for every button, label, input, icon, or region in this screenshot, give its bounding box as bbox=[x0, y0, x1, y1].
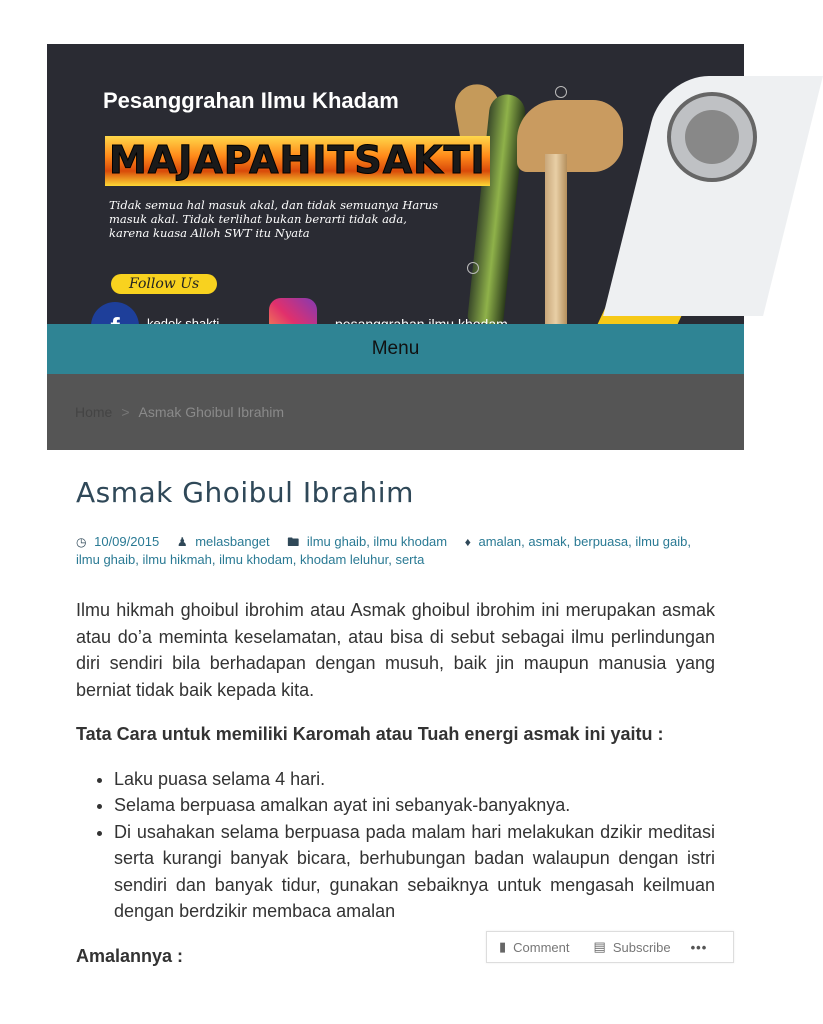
follow-us-badge: Follow Us bbox=[111, 274, 217, 294]
category-link[interactable]: ilmu khodam bbox=[373, 534, 448, 549]
header-banner[interactable] bbox=[47, 44, 744, 324]
comment-button[interactable] bbox=[487, 939, 582, 955]
list-item: • Selama berpuasa amalkan ayat ini sebanyak-banyaknya. bbox=[114, 792, 715, 819]
breadcrumb-home-link[interactable]: Home bbox=[75, 404, 113, 420]
folder-icon: 🖿 bbox=[287, 535, 300, 549]
breadcrumb-current: Asmak Ghoibul Ibrahim bbox=[138, 404, 285, 420]
comment-icon: ▮ bbox=[499, 939, 507, 954]
tag-link[interactable]: amalan bbox=[478, 534, 522, 549]
keris-sheath-top-image bbox=[517, 100, 623, 172]
list-item: • Laku puasa selama 4 hari. bbox=[114, 766, 715, 793]
tag-link[interactable]: ilmu gaib bbox=[635, 534, 688, 549]
banner-tagline: Tidak semua hal masuk akal, dan tidak semuanya Harus masuk akal. Tidak terlihat bukan berarti tidak ada, karena kuasa Alloh SWT itu Nyata bbox=[109, 198, 439, 240]
banner-title: Pesanggrahan Ilmu Khadam bbox=[103, 88, 399, 113]
menu-toggle[interactable] bbox=[47, 324, 744, 374]
tag-icon: ♦ bbox=[464, 535, 471, 549]
tag-link[interactable]: berpuasa bbox=[573, 534, 629, 549]
intro-paragraph: Ilmu hikmah ghoibul ibrohim atau Asmak ghoibul ibrohim ini merupakan asmak atau do’a meminta keselamatan, atau bisa di sebut sebagai ilmu perlindungan diri sendiri bila berhadapan dengan musuh, baik jin maupun manusia yang berniat tidak baik kepada kita. bbox=[76, 600, 715, 700]
tag-link[interactable]: serta bbox=[395, 552, 425, 567]
list-item: • Di usahakan selama berpuasa pada malam hari melakukan dzikir meditasi serta kurangi banyak bicara, berhubungan badan walaupun dengan istri sendiri dan banyak tidur, gunakan sebaiknya untuk mengasah keilmuan dengan berdzikir membaca amalan bbox=[114, 819, 715, 925]
breadcrumb bbox=[47, 374, 744, 450]
stamp-logo bbox=[667, 92, 757, 182]
amalan-heading: Amalannya : bbox=[76, 945, 184, 966]
post-title: Asmak Ghoibul Ibrahim bbox=[76, 476, 414, 509]
circle-decoration bbox=[467, 262, 479, 274]
breadcrumb-separator: > bbox=[121, 404, 130, 420]
more-options-button[interactable]: ••• bbox=[690, 939, 708, 955]
post-date-link[interactable]: 10/09/2015 bbox=[94, 534, 160, 549]
tag-link[interactable]: ilmu khodam bbox=[219, 552, 293, 567]
tag-link[interactable]: ilmu ghaib bbox=[76, 552, 136, 567]
post-author-link[interactable]: melasbanget bbox=[195, 534, 270, 549]
circle-decoration bbox=[555, 86, 567, 98]
post-content bbox=[76, 597, 715, 987]
subscribe-label: Subscribe bbox=[612, 939, 671, 955]
procedure-heading: Tata Cara untuk memiliki Karomah atau Tuah energi asmak ini yaitu : bbox=[76, 724, 664, 744]
clock-icon: ◷ bbox=[76, 535, 87, 549]
category-link[interactable]: ilmu ghaib bbox=[306, 534, 367, 549]
post-meta: ◷ 10/09/2015 ♟ melasbanget 🖿 ilmu ghaib, ilmu khodam ♦ amalan, asmak, berpuasa, ilmu gaib, ilmu ghaib, ilmu hikmah, ilmu khodam, khodam leluhur, serta bbox=[76, 534, 692, 567]
tag-link[interactable]: khodam leluhur bbox=[300, 552, 389, 567]
tag-link[interactable]: asmak bbox=[528, 534, 567, 549]
comment-label: Comment bbox=[513, 939, 570, 955]
floating-action-bar bbox=[486, 931, 734, 963]
subscribe-button[interactable] bbox=[582, 939, 683, 955]
menu-label: Menu bbox=[371, 338, 420, 359]
user-icon: ♟ bbox=[176, 535, 188, 549]
steps-list bbox=[114, 766, 715, 925]
site-logo: MAJAPAHITSAKTI bbox=[105, 136, 490, 186]
subscribe-icon: ▤ bbox=[593, 939, 606, 954]
tag-link[interactable]: ilmu hikmah bbox=[142, 552, 212, 567]
